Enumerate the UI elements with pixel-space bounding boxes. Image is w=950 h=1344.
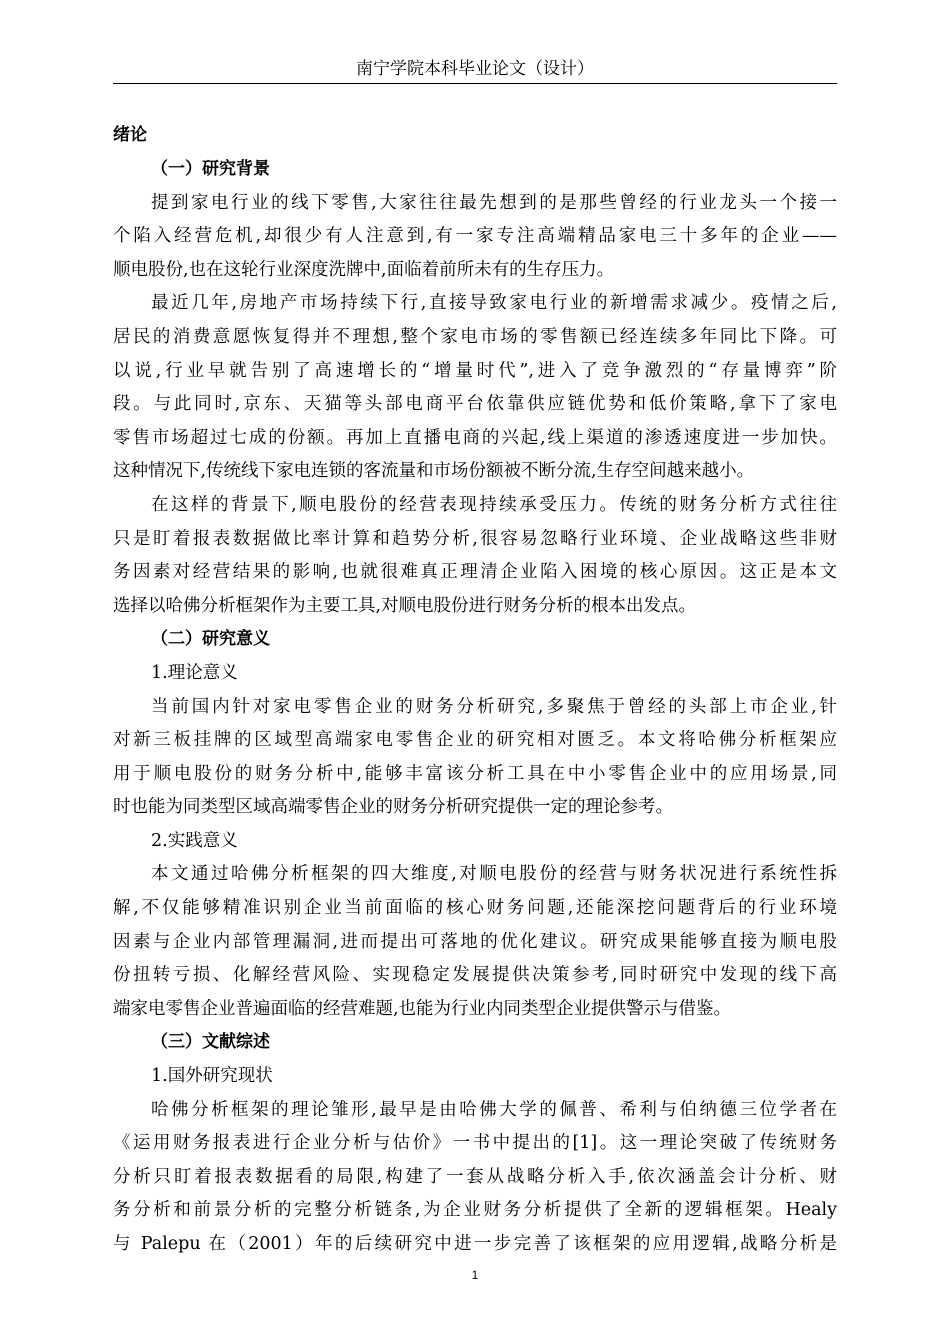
paragraph-line: 提到家电行业的线下零售,大家往往最先想到的是那些曾经的行业龙头一个接一 xyxy=(151,192,837,213)
paragraph-line: 对新三板挂牌的区域型高端家电零售企业的研究相对匮乏。本文将哈佛分析框架应 xyxy=(113,730,837,751)
paragraph-line: 务分析和前景分析的完整分析链条,为企业财务分析提供了全新的逻辑框架。Healy xyxy=(113,1200,837,1221)
paragraph-line: 当前国内针对家电零售企业的财务分析研究,多聚焦于曾经的头部上市企业,针 xyxy=(151,696,837,717)
paragraph-line: 以说,行业早就告别了高速增长的“增量时代”,进入了竞争激烈的“存量博弈”阶 xyxy=(113,360,837,381)
paragraph-line: 顺电股份,也在这轮行业深度洗牌中,面临着前所未有的生存压力。 xyxy=(113,259,615,280)
paragraph-line: 本文通过哈佛分析框架的四大维度,对顺电股份的经营与财务状况进行系统性拆 xyxy=(151,864,837,885)
paragraph-line: 用于顺电股份的财务分析中,能够丰富该分析工具在中小零售企业中的应用场景,同 xyxy=(113,763,837,784)
running-header: 南宁学院本科毕业论文（设计） xyxy=(356,59,594,79)
subheading-theoretical: 1.理论意义 xyxy=(151,662,238,683)
paragraph-line: 分析只盯着报表数据看的局限,构建了一套从战略分析入手,依次涵盖会计分析、财 xyxy=(113,1166,837,1187)
section-heading-significance: （二）研究意义 xyxy=(151,629,270,650)
subheading-foreign-research: 1.国外研究现状 xyxy=(151,1066,273,1087)
document-body xyxy=(113,117,837,1262)
paragraph-line: 《运用财务报表进行企业分析与估价》一书中提出的[1]。这一理论突破了传统财务 xyxy=(113,1133,837,1154)
paragraph-line: 居民的消费意愿恢复得并不理想,整个家电市场的零售额已经连续多年同比下降。可 xyxy=(113,326,837,347)
paragraph-line: 这种情况下,传统线下家电连锁的客流量和市场份额被不断分流,生存空间越来越小。 xyxy=(113,461,755,482)
subheading-practical: 2.实践意义 xyxy=(151,830,238,851)
section-heading-literature: （三）文献综述 xyxy=(151,1032,270,1053)
paragraph-line: 最近几年,房地产市场持续下行,直接导致家电行业的新增需求减少。疫情之后, xyxy=(151,293,837,314)
page-number: 1 xyxy=(471,1268,479,1282)
paragraph-line: 时也能为同类型区域高端零售企业的财务分析研究提供一定的理论参考。 xyxy=(113,797,673,818)
paragraph-line: 哈佛分析框架的理论雏形,最早是由哈佛大学的佩普、希利与伯纳德三位学者在 xyxy=(151,1099,837,1120)
header-rule xyxy=(113,83,837,84)
paragraph-line: 因素与企业内部管理漏洞,进而提出可落地的优化建议。研究成果能够直接为顺电股 xyxy=(113,931,837,952)
paragraph-line: 在这样的背景下,顺电股份的经营表现持续承受压力。传统的财务分析方式往往 xyxy=(151,494,837,515)
paragraph-line: 个陷入经营危机,却很少有人注意到,有一家专注高端精品家电三十多年的企业—— xyxy=(113,226,837,247)
paragraph-line: 务因素对经营结果的影响,也就很难真正理清企业陷入困境的核心原因。这正是本文 xyxy=(113,562,837,583)
chapter-title: 绪论 xyxy=(113,125,147,145)
paragraph-line: 只是盯着报表数据做比率计算和趋势分析,很容易忽略行业环境、企业战略这些非财 xyxy=(113,528,837,549)
paragraph-line: 段。与此同时,京东、天猫等头部电商平台依靠供应链优势和低价策略,拿下了家电 xyxy=(113,394,837,415)
paragraph-line: 解,不仅能够精准识别企业当前面临的核心财务问题,还能深挖问题背后的行业环境 xyxy=(113,898,837,919)
paragraph-line: 份扭转亏损、化解经营风险、实现稳定发展提供决策参考,同时研究中发现的线下高 xyxy=(113,965,837,986)
paragraph-line: 零售市场超过七成的份额。再加上直播电商的兴起,线上渠道的渗透速度进一步加快。 xyxy=(113,427,837,448)
paragraph-line: 选择以哈佛分析框架作为主要工具,对顺电股份进行财务分析的根本出发点。 xyxy=(113,595,697,616)
paragraph-line: 与 Palepu 在（2001）年的后续研究中进一步完善了该框架的应用逻辑,战略分析是 xyxy=(113,1234,837,1254)
paragraph-line: 端家电零售企业普遍面临的经营难题,也能为行业内同类型企业提供警示与借鉴。 xyxy=(113,998,732,1019)
section-heading-background: （一）研究背景 xyxy=(151,159,270,179)
